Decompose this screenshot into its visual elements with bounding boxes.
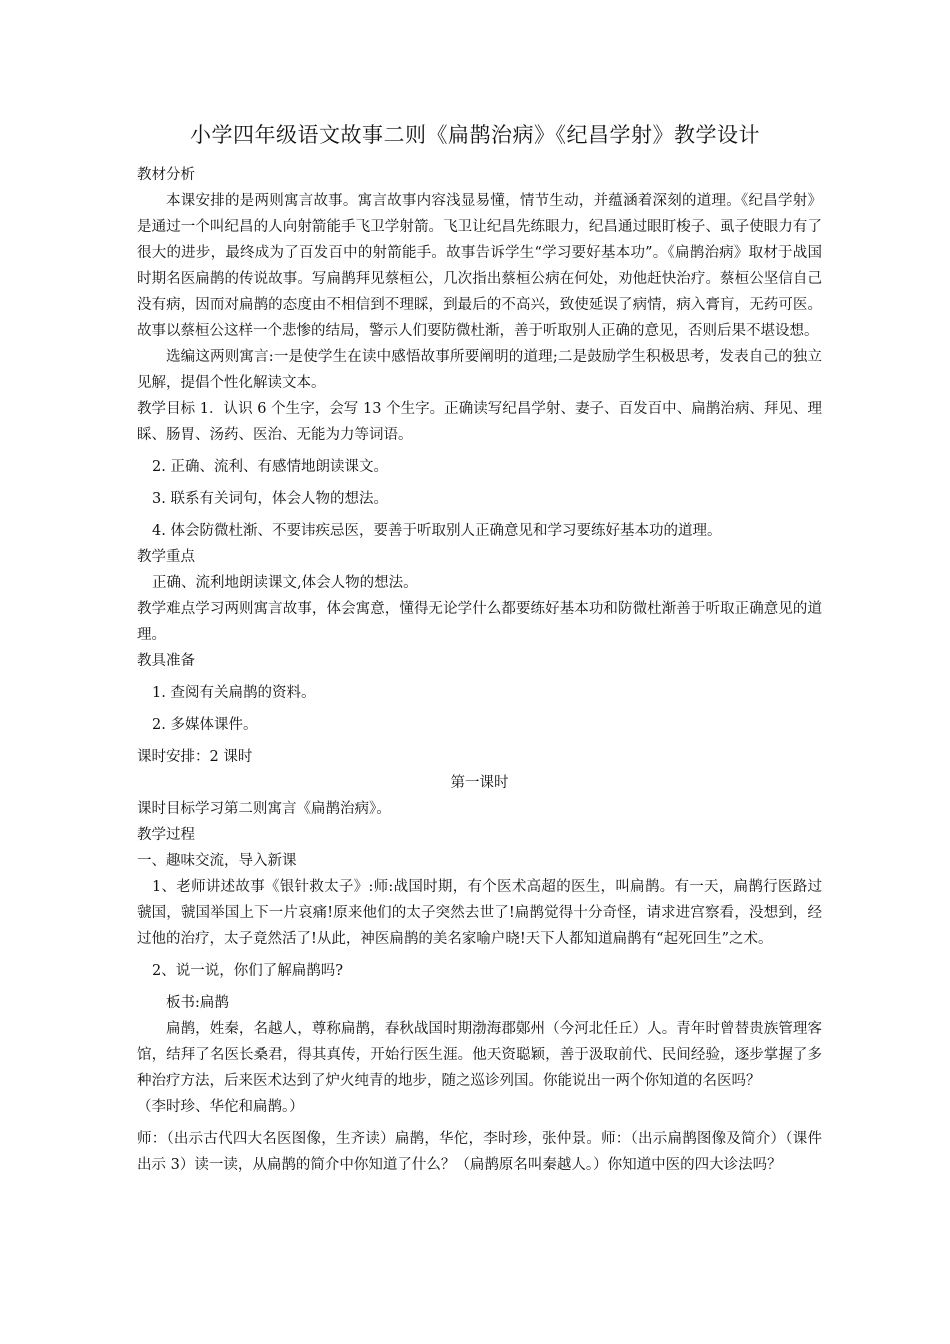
heading-material-analysis: 教材分析 — [137, 167, 195, 183]
paragraph-lesson-goal: 课时目标学习第二则寓言《扁鹊治病》。 — [137, 801, 391, 817]
paragraph-question-bianque: 2、说一说，你们了解扁鹊吗? — [152, 963, 343, 979]
heading-section-one: 一、趣味交流，导入新课 — [137, 853, 297, 869]
list-item-aid-2: 2. 多媒体课件。 — [152, 717, 258, 733]
list-item-goal-4: 4. 体会防微杜渐、不要讳疾忌医，要善于听取别人正确意见和学习要练好基本功的道理。 — [152, 523, 722, 539]
paragraph-teaching-difficulty: 教学难点学习两则寓言故事，体会寓意，懂得无论学什么都要练好基本功和防微杜渐善于听取正确意见的道理。 — [137, 601, 822, 643]
list-item-goal-3: 3. 联系有关词句，体会人物的想法。 — [152, 491, 388, 507]
list-item-aid-1: 1. 查阅有关扁鹊的资料。 — [152, 685, 316, 701]
paragraph-bianque-bio: 扁鹊，姓秦，名越人，尊称扁鹊，春秋战国时期渤海郡鄚州（今河北任丘）人。青年时曾替贵族管理客馆，结拜了名医长桑君，得其真传，开始行医生涯。他天资聪颖，善于汲取前代、民间经验，逐步掌握了多种治疗方法，后来医术达到了炉火纯青的地步，随之巡诊列国。你能说出一两个你知道的名医吗？ — [137, 1021, 822, 1089]
heading-teaching-aids: 教具准备 — [137, 653, 195, 669]
paragraph-story-silver-needle: 1、老师讲述故事《银针救太子》:师:战国时期，有个医术高超的医生，叫扁鹊。有一天，扁鹊行医路过虢国，虢国举国上下一片哀痛!原来他们的太子突然去世了!扁鹊觉得十分奇怪，请求进宫察看，没想到，经过他的治疗，太子竟然活了!从此，神医扁鹊的美名家喻户晓!天下人都知道扁鹊有“起死回生”之术。 — [137, 879, 822, 947]
document-title: 小学四年级语文故事二则《扁鹊治病》《纪昌学射》教学设计 — [190, 123, 760, 147]
list-item-goal-2: 2. 正确、流利、有感情地朗读课文。 — [152, 459, 388, 475]
paragraph-teaching-goal-1: 教学目标 1．认识 6 个生字，会写 13 个生字。正确读写纪昌学射、妻子、百发百中、扁鹊治病、拜见、理睬、肠胃、汤药、医治、无能为力等词语。 — [137, 401, 822, 443]
paragraph-material-analysis: 本课安排的是两则寓言故事。寓言故事内容浅显易懂，情节生动，并蕴涵着深刻的道理。《纪昌学射》是通过一个叫纪昌的人向射箭能手飞卫学射箭。飞卫让纪昌先练眼力，纪昌通过眼盯梭子、虱子使眼力有了很大的进步，最终成为了百发百中的射箭能手。故事告诉学生“学习要好基本功”。《扁鹊治病》取材于战国时期名医扁鹊的传说故事。写扁鹊拜见蔡桓公，几次指出蔡桓公病在何处，劝他赶快治疗。蔡桓公坚信自己没有病，因而对扁鹊的态度由不相信到不理睬，到最后的不高兴，致使延误了病情，病入膏肓，无药可医。故事以蔡桓公这样一个悲惨的结局，警示人们要防微杜渐，善于听取别人正确的意见，否则后果不堪设想。 — [137, 193, 822, 339]
paragraph-board-writing: 板书:扁鹊 — [166, 995, 229, 1011]
paragraph-teaching-focus: 正确、流利地朗读课文,体会人物的想法。 — [152, 575, 418, 591]
paragraph-famous-doctors: （李时珍、华佗和扁鹊。） — [137, 1099, 304, 1115]
paragraph-schedule: 课时安排：2 课时 — [137, 749, 253, 765]
paragraph-teacher-dialogue: 师：（出示古代四大名医图像，生齐读）扁鹊，华佗，李时珍，张仲景。师：（出示扁鹊图像及简介）（课件出示 3）读一读，从扁鹊的简介中你知道了什么？（扁鹊原名叫秦越人。）你知道中医的四大诊法吗？ — [137, 1131, 822, 1173]
document-body — [137, 162, 822, 1178]
heading-first-lesson: 第一课时 — [450, 775, 509, 791]
paragraph-selection-purpose: 选编这两则寓言:一是使学生在读中感悟故事所要阐明的道理;二是鼓励学生积极思考，发表自己的独立见解，提倡个性化解读文本。 — [137, 349, 822, 391]
heading-teaching-process: 教学过程 — [137, 827, 195, 843]
heading-teaching-focus: 教学重点 — [137, 549, 195, 565]
